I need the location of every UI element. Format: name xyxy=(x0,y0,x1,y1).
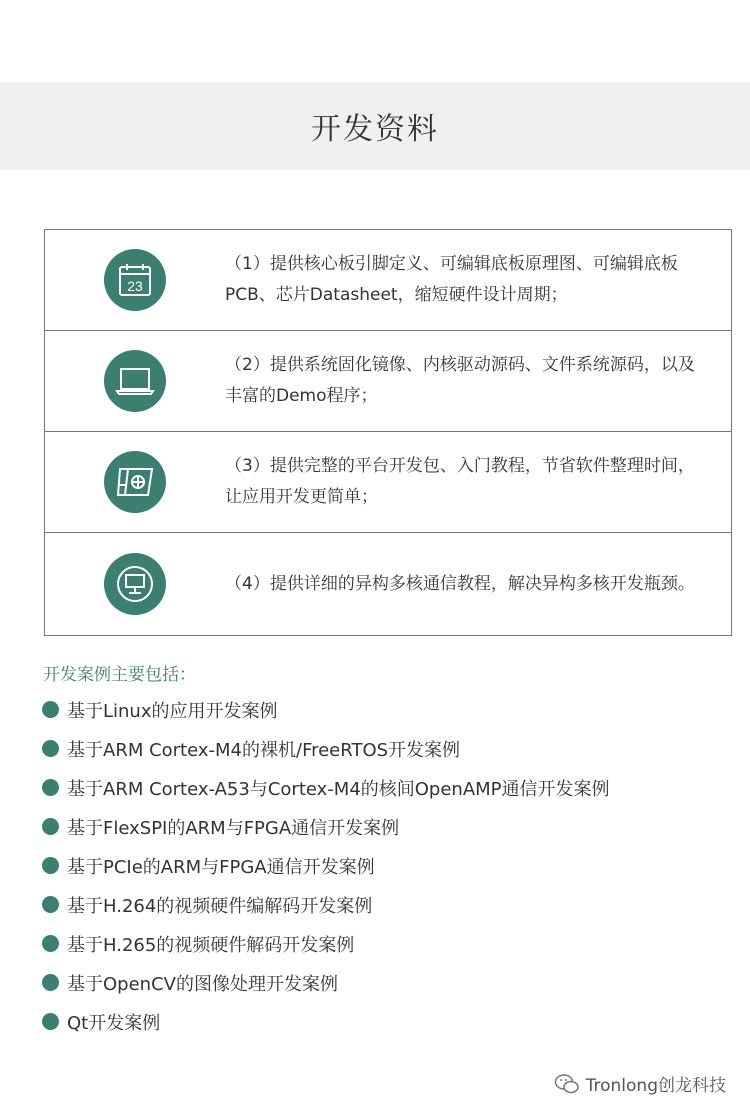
features-table xyxy=(44,229,732,636)
examples-title: 开发案例主要包括： xyxy=(43,665,196,685)
list-item-label: 基于FlexSPI的ARM与FPGA通信开发案例 xyxy=(67,817,400,839)
list-item xyxy=(42,807,610,846)
bullet-icon xyxy=(42,701,59,718)
laptop-icon xyxy=(104,350,166,412)
watermark-label: Tronlong创龙科技 xyxy=(585,1076,726,1096)
list-item xyxy=(42,963,610,1002)
list-item-label: 基于ARM Cortex-M4的裸机/FreeRTOS开发案例 xyxy=(67,739,461,761)
list-item-label: 基于OpenCV的图像处理开发案例 xyxy=(67,973,338,995)
bullet-icon xyxy=(42,974,59,991)
feature-row xyxy=(45,331,731,432)
list-item-label: 基于PCIe的ARM与FPGA通信开发案例 xyxy=(67,856,375,878)
list-item-label: 基于ARM Cortex-A53与Cortex-M4的核间OpenAMP通信开发案例 xyxy=(67,778,610,800)
feature-text: （4）提供详细的异构多核通信教程，解决异构多核开发瓶颈。 xyxy=(225,573,695,594)
examples-list xyxy=(42,690,610,1041)
list-item-label: 基于H.264的视频硬件编解码开发案例 xyxy=(67,895,373,917)
bullet-icon xyxy=(42,896,59,913)
list-item xyxy=(42,768,610,807)
page-title: 开发资料 xyxy=(311,112,439,147)
list-item xyxy=(42,1002,610,1041)
bullet-icon xyxy=(42,1013,59,1030)
feature-row xyxy=(45,432,731,533)
list-item-label: 基于H.265的视频硬件解码开发案例 xyxy=(67,934,355,956)
calendar-icon xyxy=(104,249,166,311)
bullet-icon xyxy=(42,740,59,757)
monitor-icon xyxy=(104,553,166,615)
feature-row xyxy=(45,533,731,635)
feature-text: （3）提供完整的平台开发包、入门教程，节省软件整理时间，让应用开发更简单； xyxy=(225,456,695,507)
list-item xyxy=(42,924,610,963)
wechat-icon xyxy=(554,1073,580,1095)
list-item xyxy=(42,885,610,924)
dev-kit-icon xyxy=(104,451,166,513)
watermark xyxy=(554,1071,726,1096)
list-item xyxy=(42,846,610,885)
bullet-icon xyxy=(42,935,59,952)
feature-row xyxy=(45,230,731,331)
bullet-icon xyxy=(42,779,59,796)
title-band xyxy=(0,82,750,170)
bullet-icon xyxy=(42,857,59,874)
list-item-label: 基于Linux的应用开发案例 xyxy=(67,700,278,722)
bullet-icon xyxy=(42,818,59,835)
list-item xyxy=(42,729,610,768)
calendar-day: 23 xyxy=(127,278,143,294)
feature-text: （1）提供核心板引脚定义、可编辑底板原理图、可编辑底板PCB、芯片Datasheet，缩短硬件设计周期； xyxy=(225,254,678,305)
list-item-label: Qt开发案例 xyxy=(67,1012,161,1034)
list-item xyxy=(42,690,610,729)
feature-text: （2）提供系统固化镜像、内核驱动源码、文件系统源码，以及丰富的Demo程序； xyxy=(225,355,695,406)
